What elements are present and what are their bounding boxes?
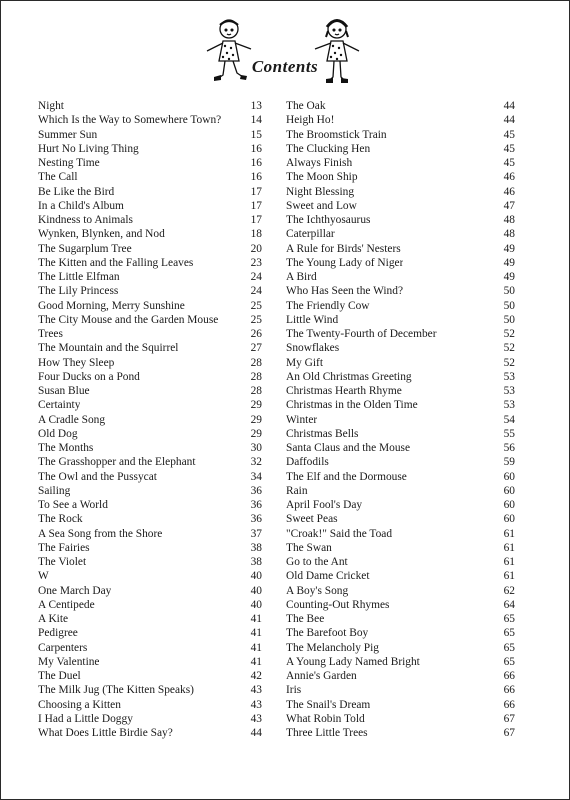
entry-page-number: 65 (503, 613, 515, 625)
entry-page-number: 61 (503, 541, 515, 554)
contents-entry (286, 327, 515, 341)
contents-entry (38, 527, 262, 541)
entry-page-number: 50 (503, 313, 515, 326)
entry-page-number: 60 (503, 513, 515, 526)
entry-page-number: 59 (503, 456, 515, 469)
entry-page-number: 29 (250, 413, 262, 426)
entry-title: To See a World (38, 499, 108, 511)
entry-title: How They Sleep (38, 356, 115, 369)
entry-title: Sailing (38, 484, 71, 497)
entry-title: "Croak!" Said the Toad (286, 527, 393, 540)
entry-title: April Fool's Day (286, 499, 363, 511)
contents-entry (38, 698, 262, 712)
header (1, 1, 569, 97)
entry-page-number: 40 (250, 570, 262, 583)
entry-title: Choosing a Kitten (38, 698, 121, 711)
contents-entry (286, 284, 515, 298)
contents-entry (38, 683, 262, 697)
entry-page-number: 40 (250, 584, 262, 597)
contents-entry (286, 712, 515, 726)
entry-page-number: 44 (503, 100, 515, 112)
entry-title: Christmas Bells (286, 427, 359, 440)
entry-page-number: 16 (250, 171, 262, 184)
entry-title: W (38, 570, 49, 583)
entry-title: Snowflakes (286, 342, 340, 355)
contents-entry (38, 227, 262, 241)
contents-entry (38, 655, 262, 669)
entry-title: Daffodils (286, 456, 329, 469)
entry-page-number: 43 (250, 684, 262, 697)
contents-entry (38, 726, 262, 740)
entry-title: The Mountain and the Squirrel (38, 342, 179, 355)
entry-page-number: 45 (503, 128, 515, 141)
contents-entry (286, 569, 515, 583)
entry-title: The Barefoot Boy (286, 627, 369, 640)
entry-title: Little Wind (286, 313, 339, 326)
contents-entry (286, 698, 515, 712)
entry-page-number: 38 (250, 541, 262, 554)
contents-entry (286, 341, 515, 355)
entry-page-number: 46 (503, 185, 515, 198)
entry-page-number: 18 (250, 228, 262, 241)
entry-page-number: 44 (250, 727, 262, 739)
entry-title: Which Is the Way to Somewhere Town? (38, 114, 222, 127)
entry-page-number: 46 (503, 171, 515, 184)
entry-title: An Old Christmas Greeting (286, 370, 412, 383)
entry-page-number: 56 (503, 442, 515, 454)
entry-title: My Gift (286, 356, 324, 369)
entry-page-number: 65 (503, 627, 515, 640)
contents-entry (38, 113, 262, 127)
entry-page-number: 14 (250, 114, 262, 127)
entry-title: Kindness to Animals (38, 214, 133, 226)
entry-page-number: 15 (250, 128, 262, 141)
contents-entry (38, 341, 262, 355)
entry-page-number: 45 (503, 157, 515, 169)
contents-entry (286, 413, 515, 427)
contents-entry (38, 470, 262, 484)
contents-entry (286, 626, 515, 640)
entry-page-number: 60 (503, 499, 515, 511)
contents-entry (286, 242, 515, 256)
entry-title: The Little Elfman (38, 271, 120, 283)
entry-title: Heigh Ho! (286, 114, 335, 127)
entry-page-number: 32 (250, 456, 262, 469)
entry-title: Who Has Seen the Wind? (286, 285, 404, 298)
entry-title: The Months (38, 442, 94, 454)
page-title: Contents (251, 57, 319, 76)
entry-page-number: 53 (503, 399, 515, 412)
entry-title: The Broomstick Train (286, 128, 387, 141)
contents-entry (38, 541, 262, 555)
entry-page-number: 49 (503, 242, 515, 255)
entry-page-number: 64 (503, 598, 515, 611)
entry-title: Iris (286, 684, 302, 697)
contents-entry (38, 569, 262, 583)
contents-entry (38, 555, 262, 569)
entry-page-number: 41 (250, 627, 262, 640)
contents-entry (38, 156, 262, 170)
entry-title: Pedigree (38, 627, 78, 640)
entry-title: The Friendly Cow (286, 299, 370, 312)
entry-page-number: 47 (503, 199, 515, 212)
entry-title: The Kitten and the Falling Leaves (38, 256, 194, 269)
entry-page-number: 29 (250, 427, 262, 440)
entry-page-number: 24 (250, 285, 262, 298)
contents-entry (286, 555, 515, 569)
contents-entry (38, 484, 262, 498)
contents-entry (38, 284, 262, 298)
entry-title: The Clucking Hen (286, 142, 371, 155)
contents-entry (38, 299, 262, 313)
contents-entry (38, 612, 262, 626)
entry-title: Certainty (38, 399, 81, 412)
contents-entry (286, 683, 515, 697)
entry-title: Rain (286, 484, 308, 497)
entry-page-number: 66 (503, 698, 515, 711)
entry-title: The Swan (286, 541, 332, 554)
entry-page-number: 50 (503, 299, 515, 312)
entry-title: The Milk Jug (The Kitten Speaks) (38, 684, 194, 697)
contents-entry (286, 598, 515, 612)
entry-title: The Call (38, 171, 78, 184)
entry-title: The Elf and the Dormouse (286, 470, 407, 483)
contents-entry (38, 213, 262, 227)
entry-page-number: 62 (503, 584, 515, 597)
entry-title: The Rock (38, 513, 83, 526)
entry-title: Annie's Garden (286, 670, 357, 682)
entry-title: Sweet and Low (286, 199, 357, 212)
entry-page-number: 43 (250, 698, 262, 711)
entry-title: What Does Little Birdie Say? (38, 727, 173, 739)
entry-page-number: 16 (250, 157, 262, 169)
entry-page-number: 67 (503, 727, 515, 739)
contents-entry (286, 584, 515, 598)
contents-entry (286, 185, 515, 199)
contents-entry (286, 498, 515, 512)
entry-page-number: 54 (503, 413, 515, 426)
contents-entry (38, 626, 262, 640)
contents-entry (286, 641, 515, 655)
entry-title: The Ichthyosaurus (286, 214, 371, 226)
entry-title: The Young Lady of Niger (286, 256, 404, 269)
entry-title: Christmas in the Olden Time (286, 399, 418, 412)
entry-title: The Grasshopper and the Elephant (38, 456, 196, 469)
contents-entry (286, 356, 515, 370)
contents-entry (38, 712, 262, 726)
contents-entry (38, 256, 262, 270)
entry-page-number: 28 (250, 385, 262, 397)
contents-entry (286, 441, 515, 455)
contents-entry (38, 142, 262, 156)
contents-entry (38, 99, 262, 113)
entry-page-number: 36 (250, 499, 262, 511)
entry-page-number: 17 (250, 214, 262, 226)
entry-page-number: 36 (250, 513, 262, 526)
entry-page-number: 40 (250, 598, 262, 611)
entry-title: Trees (38, 328, 63, 340)
contents-entry (286, 669, 515, 683)
contents-left-column (38, 99, 262, 740)
entry-page-number: 65 (503, 655, 515, 668)
contents-entry (38, 641, 262, 655)
contents-entry (38, 185, 262, 199)
entry-page-number: 60 (503, 484, 515, 497)
entry-title: The Melancholy Pig (286, 641, 380, 654)
contents-entry (286, 541, 515, 555)
contents-entry (38, 669, 262, 683)
entry-title: The Oak (286, 100, 326, 112)
entry-title: Always Finish (286, 157, 353, 169)
entry-title: A Rule for Birds' Nesters (286, 242, 401, 255)
entry-title: The Twenty-Fourth of December (286, 328, 437, 340)
entry-title: A Young Lady Named Bright (286, 655, 420, 668)
entry-page-number: 26 (250, 328, 262, 340)
entry-page-number: 65 (503, 641, 515, 654)
contents-entry (286, 427, 515, 441)
entry-page-number: 17 (250, 199, 262, 212)
contents-entry (286, 128, 515, 142)
entry-title: A Kite (38, 613, 69, 625)
contents-entry (38, 384, 262, 398)
entry-title: Night (38, 100, 64, 112)
entry-page-number: 38 (250, 556, 262, 568)
contents-entry (38, 313, 262, 327)
entry-page-number: 30 (250, 442, 262, 454)
contents-entry (286, 299, 515, 313)
entry-page-number: 16 (250, 142, 262, 155)
contents-entry (38, 455, 262, 469)
entry-title: A Bird (286, 271, 317, 283)
entry-page-number: 25 (250, 313, 262, 326)
entry-title: A Sea Song from the Shore (38, 527, 163, 540)
entry-page-number: 29 (250, 399, 262, 412)
contents-entry (286, 199, 515, 213)
entry-title: Go to the Ant (286, 556, 348, 568)
contents-right-column (286, 99, 515, 740)
contents-entry (286, 470, 515, 484)
contents-entry (286, 313, 515, 327)
contents-entry (286, 170, 515, 184)
entry-page-number: 25 (250, 299, 262, 312)
entry-page-number: 23 (250, 256, 262, 269)
entry-page-number: 61 (503, 570, 515, 583)
contents-entry (38, 199, 262, 213)
entry-page-number: 44 (503, 114, 515, 127)
entry-title: The Duel (38, 670, 81, 682)
entry-page-number: 61 (503, 527, 515, 540)
entry-page-number: 42 (250, 670, 262, 682)
contents-entry (38, 270, 262, 284)
contents-entry (286, 655, 515, 669)
entry-page-number: 17 (250, 185, 262, 198)
contents-entry (286, 156, 515, 170)
entry-page-number: 41 (250, 613, 262, 625)
entry-title: Be Like the Bird (38, 185, 115, 198)
entry-page-number: 27 (250, 342, 262, 355)
contents-entry (38, 128, 262, 142)
contents-entry (286, 484, 515, 498)
entry-title: Hurt No Living Thing (38, 142, 139, 155)
contents-entry (38, 427, 262, 441)
contents-entry (286, 455, 515, 469)
entry-page-number: 45 (503, 142, 515, 155)
entry-title: A Cradle Song (38, 413, 106, 426)
entry-title: Carpenters (38, 641, 88, 654)
entry-title: I Had a Little Doggy (38, 712, 133, 725)
entry-title: The Fairies (38, 541, 90, 554)
contents-entry (38, 242, 262, 256)
contents-entry (286, 612, 515, 626)
entry-title: A Centipede (38, 598, 95, 611)
entry-title: Three Little Trees (286, 727, 368, 739)
entry-title: Santa Claus and the Mouse (286, 442, 411, 454)
entry-title: Old Dog (38, 427, 78, 440)
entry-page-number: 60 (503, 470, 515, 483)
contents-entry (38, 356, 262, 370)
entry-title: The City Mouse and the Garden Mouse (38, 313, 219, 326)
entry-page-number: 24 (250, 271, 262, 283)
contents-entry (286, 256, 515, 270)
entry-title: Sweet Peas (286, 513, 338, 526)
entry-title: Summer Sun (38, 128, 98, 141)
entry-page-number: 49 (503, 256, 515, 269)
entry-page-number: 53 (503, 370, 515, 383)
entry-page-number: 48 (503, 228, 515, 241)
entry-page-number: 37 (250, 527, 262, 540)
contents-entry (38, 598, 262, 612)
contents-entry (286, 726, 515, 740)
entry-title: Good Morning, Merry Sunshine (38, 299, 185, 312)
entry-page-number: 55 (503, 427, 515, 440)
entry-title: In a Child's Album (38, 199, 124, 212)
contents-entry (286, 142, 515, 156)
contents-entry (38, 370, 262, 384)
contents-entry (38, 170, 262, 184)
contents-entry (286, 398, 515, 412)
entry-page-number: 41 (250, 641, 262, 654)
entry-title: One March Day (38, 584, 112, 597)
contents-entry (286, 213, 515, 227)
contents-entry (286, 512, 515, 526)
contents-entry (286, 99, 515, 113)
entry-page-number: 53 (503, 385, 515, 397)
contents-entry (38, 441, 262, 455)
contents-entry (38, 413, 262, 427)
entry-page-number: 66 (503, 684, 515, 697)
entry-title: The Moon Ship (286, 171, 358, 184)
contents-entry (38, 584, 262, 598)
entry-title: A Boy's Song (286, 584, 349, 597)
entry-page-number: 48 (503, 214, 515, 226)
entry-page-number: 41 (250, 655, 262, 668)
entry-title: My Valentine (38, 655, 100, 668)
entry-title: Night Blessing (286, 185, 355, 198)
contents-entry (286, 527, 515, 541)
entry-page-number: 52 (503, 342, 515, 355)
entry-title: Caterpillar (286, 228, 335, 241)
contents-entry (38, 498, 262, 512)
entry-title: Counting-Out Rhymes (286, 598, 390, 611)
entry-title: Four Ducks on a Pond (38, 370, 140, 383)
contents-entry (38, 512, 262, 526)
entry-page-number: 61 (503, 556, 515, 568)
entry-title: The Violet (38, 556, 87, 568)
contents-entry (38, 327, 262, 341)
entry-page-number: 28 (250, 370, 262, 383)
contents-entry (286, 113, 515, 127)
entry-page-number: 43 (250, 712, 262, 725)
entry-page-number: 66 (503, 670, 515, 682)
entry-title: The Owl and the Pussycat (38, 470, 157, 483)
contents-entry (286, 270, 515, 284)
contents-entry (286, 227, 515, 241)
entry-page-number: 49 (503, 271, 515, 283)
entry-title: The Bee (286, 613, 325, 625)
contents-entry (286, 384, 515, 398)
entry-page-number: 34 (250, 470, 262, 483)
entry-page-number: 13 (250, 100, 262, 112)
entry-title: The Snail's Dream (286, 698, 371, 711)
entry-page-number: 28 (250, 356, 262, 369)
entry-title: The Sugarplum Tree (38, 242, 132, 255)
entry-page-number: 52 (503, 356, 515, 369)
entry-page-number: 67 (503, 712, 515, 725)
entry-title: Susan Blue (38, 385, 90, 397)
entry-page-number: 20 (250, 242, 262, 255)
entry-title: Christmas Hearth Rhyme (286, 385, 402, 397)
entry-page-number: 50 (503, 285, 515, 298)
entry-title: Old Dame Cricket (286, 570, 370, 583)
entry-title: The Lily Princess (38, 285, 119, 298)
entry-title: What Robin Told (286, 712, 365, 725)
entry-page-number: 52 (503, 328, 515, 340)
contents-entry (286, 370, 515, 384)
contents-entry (38, 398, 262, 412)
entry-title: Winter (286, 413, 318, 426)
entry-page-number: 36 (250, 484, 262, 497)
entry-title: Nesting Time (38, 157, 100, 169)
entry-title: Wynken, Blynken, and Nod (38, 228, 165, 241)
